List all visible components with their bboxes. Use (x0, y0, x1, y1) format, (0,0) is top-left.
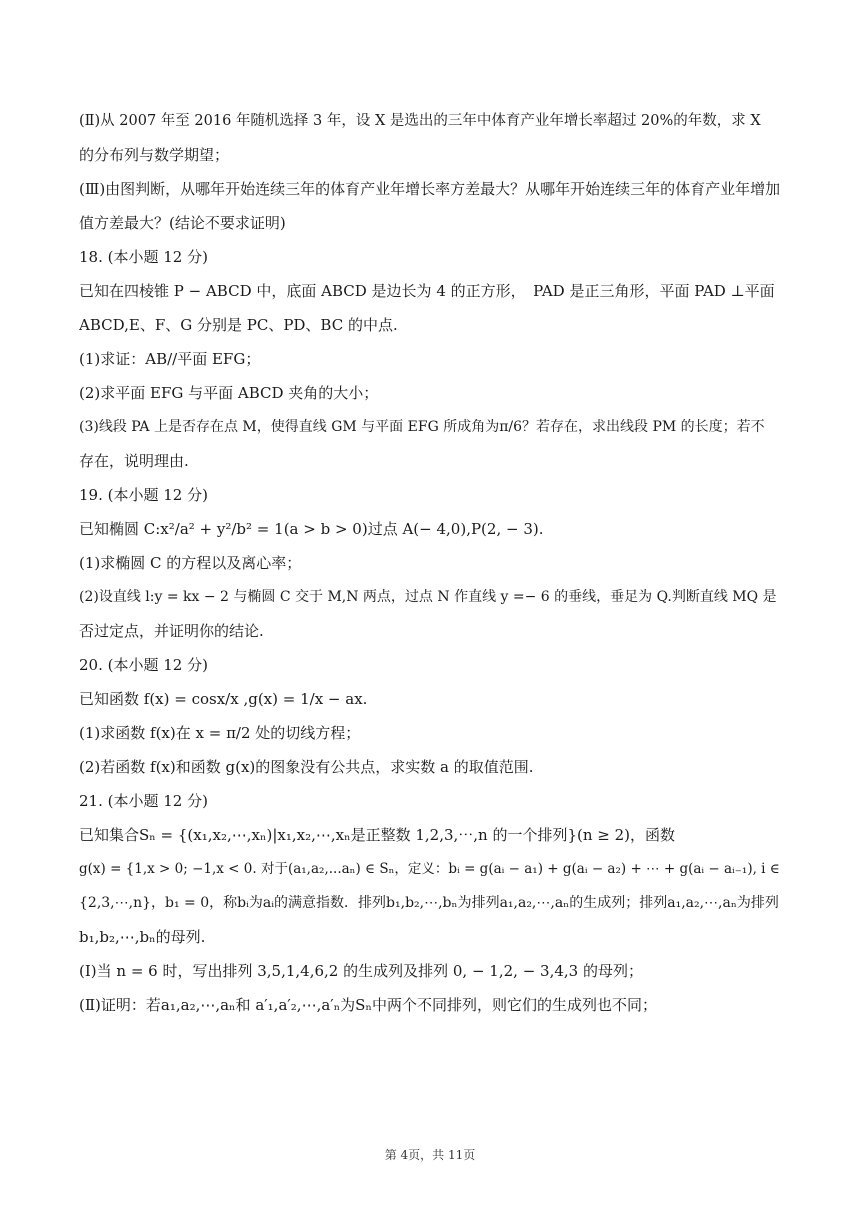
page-footer: 第 4页，共 11页 (384, 1148, 476, 1162)
text-line: b₁,b₂,⋯,bₙ的母列. (79, 928, 206, 946)
text-line: 的分布列与数学期望； (79, 146, 230, 164)
text-line: {2,3,⋯,n}，b₁ = 0，称bᵢ为aᵢ的满意指数．排列b₁,b₂,⋯,bₙ为排列a₁,a₂,⋯,aₙ的生成列；排列a₁,a₂,⋯,aₙ为排列 (79, 895, 779, 911)
text-line: 已知函数 f(x) = cosx/x ,g(x) = 1/x − ax. (79, 690, 368, 708)
question-heading: 19. (本小题 12 分) (79, 486, 208, 504)
text-line: (3)线段 PA 上是否存在点 M，使得直线 GM 与平面 EFG 所成角为π/6？若存在，求出线段 PM 的长度；若不 (79, 419, 765, 435)
text-line: (2)若函数 f(x)和函数 g(x)的图象没有公共点，求实数 a 的取值范围. (79, 758, 534, 776)
question-heading: 21. (本小题 12 分) (79, 792, 208, 810)
text-line: 已知集合Sₙ = {(x₁,x₂,⋯,xₙ)|x₁,x₂,⋯,xₙ是正整数 1,2,3,⋯,n 的一个排列}(n ≥ 2)，函数 (79, 826, 676, 844)
text-line: (Ⅲ)由图判断，从哪年开始连续三年的体育产业年增长率方差最大？从哪年开始连续三年的体育产业年增加 (79, 180, 781, 198)
text-line: 已知在四棱锥 P − ABCD 中，底面 ABCD 是边长为 4 的正方形， PAD 是正三角形，平面 PAD ⊥平面 (79, 282, 775, 300)
document-body (79, 104, 782, 1022)
question-heading: 20. (本小题 12 分) (79, 656, 208, 674)
text-line: (1)求证：AB//平面 EFG； (79, 350, 261, 368)
text-line: (Ⅱ)证明：若a₁,a₂,⋯,aₙ和 a′₁,a′₂,⋯,a′ₙ为Sₙ中两个不同排列，则它们的生成列也不同； (79, 996, 657, 1014)
text-line: 否过定点，并证明你的结论. (79, 622, 264, 640)
text-line: ABCD,E、F、G 分别是 PC、PD、BC 的中点. (79, 316, 398, 334)
text-line: 存在，说明理由. (79, 452, 189, 470)
text-line: 已知椭圆 C:x²/a² + y²/b² = 1(a > b > 0)过点 A(− 4,0),P(2, − 3). (79, 520, 544, 538)
text-line: (2)设直线 l:y = kx − 2 与椭圆 C 交于 M,N 两点，过点 N 作直线 y =− 6 的垂线，垂足为 Q.判断直线 MQ 是 (79, 589, 777, 605)
text-line: (Ⅰ)当 n = 6 时，写出排列 3,5,1,4,6,2 的生成列及排列 0, − 1,2, − 3,4,3 的母列； (79, 962, 643, 980)
text-line: (1)求函数 f(x)在 x = π/2 处的切线方程； (79, 724, 361, 742)
text-line: (1)求椭圆 C 的方程以及离心率； (79, 554, 302, 572)
text-line: 值方差最大？(结论不要求证明) (79, 214, 286, 232)
question-heading: 18. (本小题 12 分) (79, 248, 208, 266)
text-line: (Ⅱ)从 2007 年至 2016 年随机选择 3 年，设 X 是选出的三年中体育产业年增长率超过 20%的年数，求 X (79, 113, 761, 129)
text-line: (2)求平面 EFG 与平面 ABCD 夹角的大小； (79, 384, 379, 402)
text-line: g(x) = {1,x > 0; −1,x < 0. 对于(a₁,a₂,...aₙ) ∈ Sₙ，定义：bᵢ = g(aᵢ − a₁) + g(aᵢ − a₂) + ⋯ + g(aᵢ − aᵢ₋₁), i ∈ (79, 861, 780, 877)
